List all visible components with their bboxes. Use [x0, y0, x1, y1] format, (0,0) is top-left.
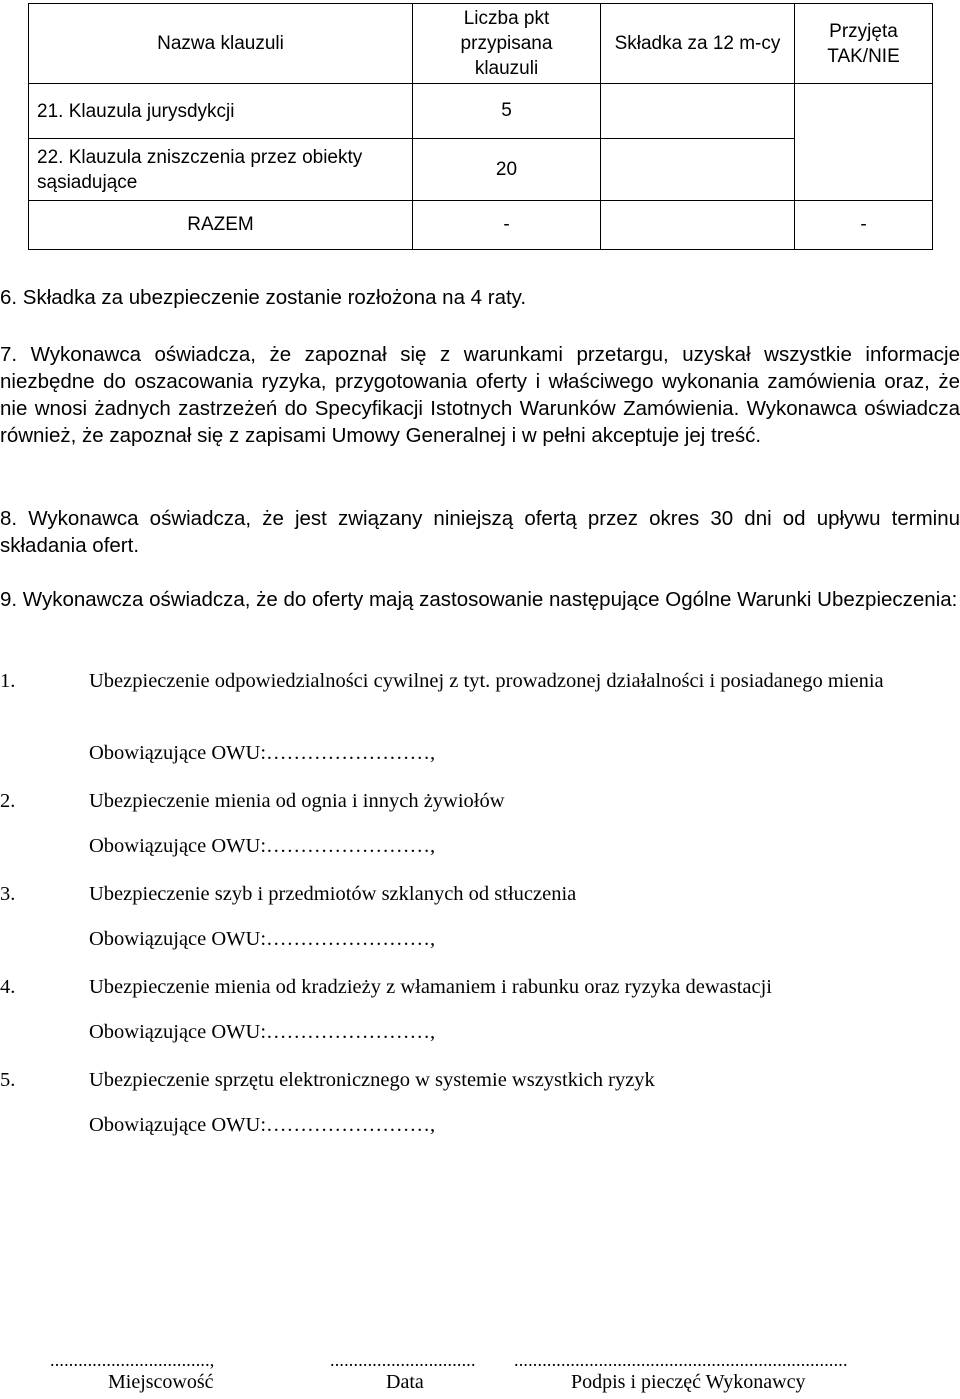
owu-field[interactable]: Obowiązujące OWU:……………………, — [89, 835, 436, 857]
list-item-number: 2. — [0, 790, 16, 812]
clause-name-cell: 21. Klauzula jurysdykcji — [29, 84, 413, 139]
signature-label: Podpis i pieczęć Wykonawcy — [571, 1371, 806, 1393]
paragraph-7: 7. Wykonawca oświadcza, że zapoznał się z warunkami przetargu, uzyskał wszystkie informacje niezbędne do oszacowania ryzyka, przygotowania oferty i właściwego wykonania zamówienia oraz, że nie wnosi żadnych zastrzeżeń do Specyfikacji Istotnych Warunków Zamówienia. Wykonawca oświadcza również, że zapoznał się z zapisami Umowy Generalnej i w pełni akceptuje jej treść. — [0, 343, 960, 447]
owu-field[interactable]: Obowiązujące OWU:……………………, — [89, 1021, 436, 1043]
premium-cell[interactable] — [601, 139, 795, 201]
points-cell: 20 — [413, 139, 601, 201]
total-label: RAZEM — [29, 201, 413, 250]
table-row — [29, 84, 933, 139]
owu-field[interactable]: Obowiązujące OWU:……………………, — [89, 742, 436, 764]
paragraph-6: 6. Składka za ubezpieczenie zostanie rozłożona na 4 raty. — [0, 286, 527, 309]
clause-table — [28, 3, 933, 250]
clause-name-cell: 22. Klauzula zniszczenia przez obiekty sąsiadujące — [29, 139, 413, 201]
total-accepted: - — [795, 201, 933, 250]
table-header-row — [29, 4, 933, 84]
signature-dots[interactable]: ....................................................................... — [514, 1350, 848, 1370]
list-item-number: 4. — [0, 976, 16, 998]
owu-field[interactable]: Obowiązujące OWU:……………………, — [89, 928, 436, 950]
table-total-row — [29, 201, 933, 250]
list-item-number: 5. — [0, 1069, 16, 1091]
total-premium — [601, 201, 795, 250]
place-dots[interactable]: .................................., — [50, 1350, 215, 1370]
list-item-number: 3. — [0, 883, 16, 905]
list-item-text: Ubezpieczenie mienia od ognia i innych żywiołów — [89, 790, 505, 812]
total-points: - — [413, 201, 601, 250]
owu-field[interactable]: Obowiązujące OWU:……………………, — [89, 1114, 436, 1136]
list-item-text: Ubezpieczenie mienia od kradzieży z włamaniem i rabunku oraz ryzyka dewastacji — [89, 976, 773, 998]
list-item-text: Ubezpieczenie sprzętu elektronicznego w systemie wszystkich ryzyk — [89, 1069, 655, 1091]
paragraph-8: 8. Wykonawca oświadcza, że jest związany niniejszą ofertą przez okres 30 dni od upływu terminu składania ofert. — [0, 507, 960, 557]
paragraph-9: 9. Wykonawcza oświadcza, że do oferty mają zastosowanie następujące Ogólne Warunki Ubezpieczenia: — [0, 588, 958, 611]
place-label: Miejscowość — [108, 1371, 214, 1393]
premium-cell[interactable] — [601, 84, 795, 139]
date-label: Data — [386, 1371, 424, 1393]
date-dots[interactable]: ............................... — [330, 1350, 476, 1370]
header-clause-name: Nazwa klauzuli — [29, 4, 413, 84]
header-accepted: Przyjęta TAK/NIE — [795, 4, 933, 84]
accepted-cell[interactable] — [795, 84, 933, 201]
list-item-number: 1. — [0, 670, 16, 692]
header-points: Liczba pkt przypisana klauzuli — [413, 4, 601, 84]
points-cell: 5 — [413, 84, 601, 139]
list-item-text: Ubezpieczenie odpowiedzialności cywilnej z tyt. prowadzonej działalności i posiadanego mienia — [89, 670, 884, 692]
list-item-text: Ubezpieczenie szyb i przedmiotów szklanych od stłuczenia — [89, 883, 577, 905]
header-premium: Składka za 12 m-cy — [601, 4, 795, 84]
